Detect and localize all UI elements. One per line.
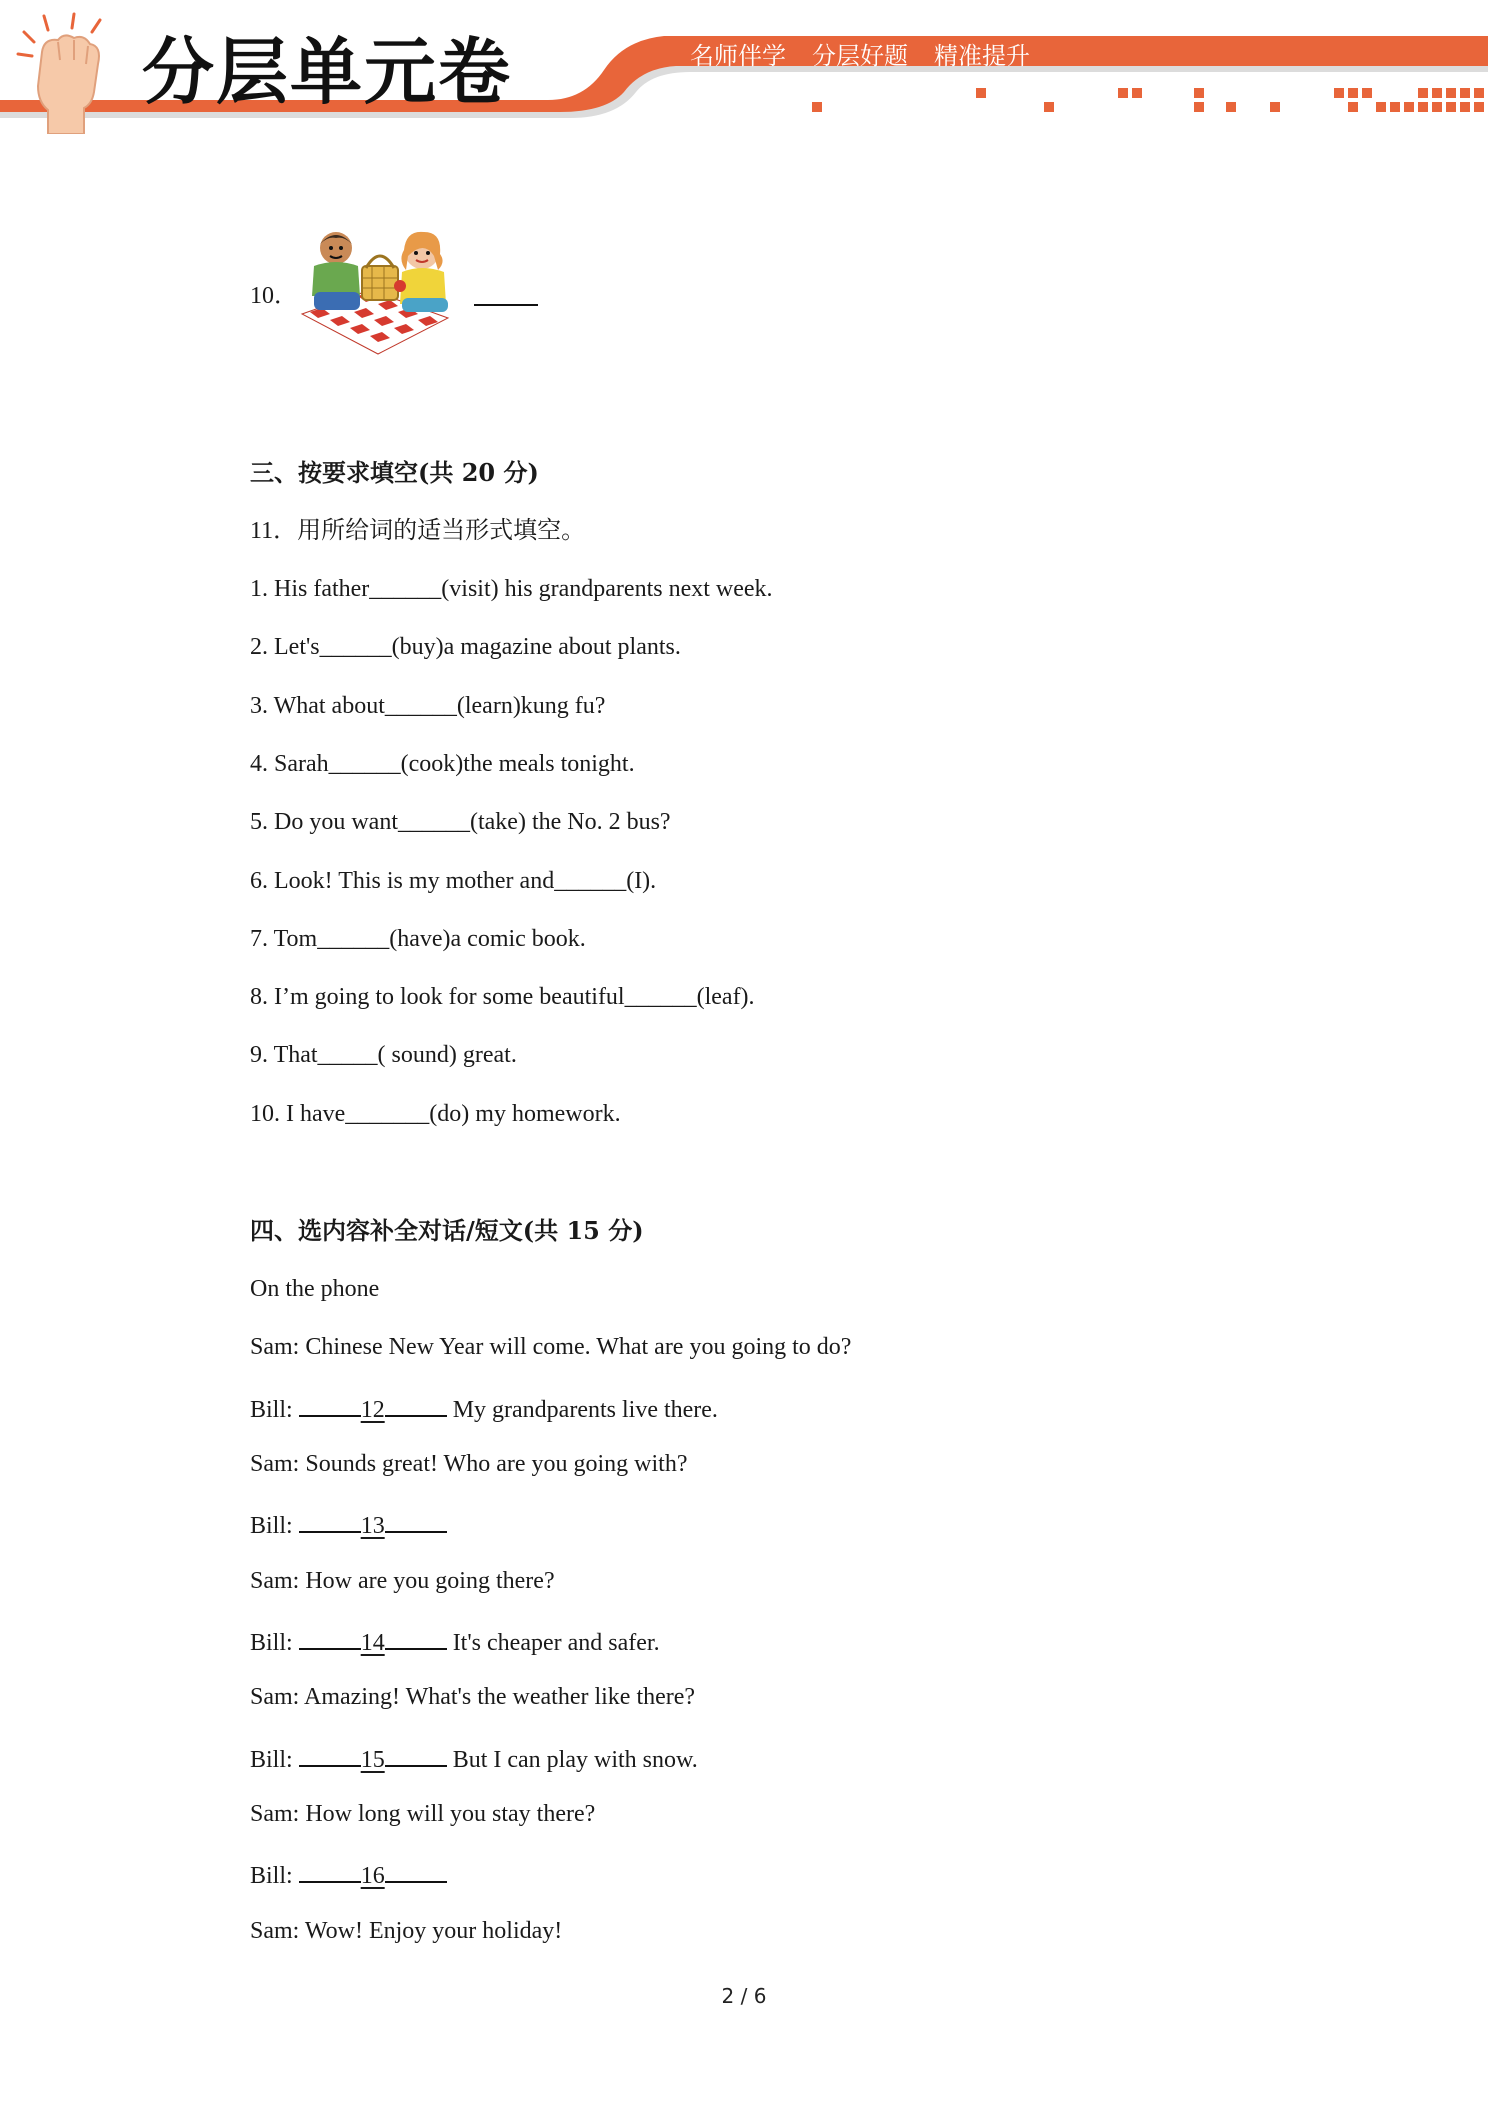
dialogue-line [250,1741,698,1775]
dialogue-subtitle: On the phone [250,1276,380,1302]
header-slogan [690,36,1030,70]
fill-blank-item: 6. Look! This is my mother and______(I). [250,868,657,894]
fill-blank-item: 5. Do you want______(take) the No. 2 bus? [250,809,671,835]
answer-blank[interactable] [385,1741,447,1767]
fill-blank-item: 9. That_____( sound) great. [250,1042,517,1068]
dialogue-text: Chinese New Year will come. What are you going to do? [305,1334,852,1360]
answer-blank[interactable] [299,1624,361,1650]
fill-blank-item: 8. I’m going to look for some beautiful______(leaf). [250,984,755,1010]
speaker: Sam: [250,1684,300,1710]
blank-number: 14 [360,1630,385,1656]
dialogue-line [250,1682,695,1712]
speaker: Bill: [250,1630,293,1656]
speaker: Sam: [250,1568,300,1594]
fill-blank-item: 3. What about______(learn)kung fu? [250,693,606,719]
dialogue-line [250,1857,447,1891]
dialogue-line [250,1449,688,1479]
dialogue-text: My grandparents live there. [452,1397,718,1423]
blank-number: 16 [360,1863,385,1889]
answer-blank[interactable] [385,1507,447,1533]
speaker: Bill: [250,1747,293,1773]
blank-number: 15 [360,1747,385,1773]
fill-blank-item: 7. Tom______(have)a comic book. [250,926,586,952]
fill-blank-item: 10. I have_______(do) my homework. [250,1101,621,1127]
dialogue-text: But I can play with snow. [452,1747,698,1773]
answer-blank[interactable] [385,1857,447,1883]
dialogue-text: Amazing! What's the weather like there? [304,1684,696,1710]
dialogue-line [250,1624,660,1658]
dialogue-line [250,1799,595,1829]
speaker: Bill: [250,1863,293,1889]
slogan-item: 名师伴学 [690,42,786,70]
speaker: Bill: [250,1397,293,1423]
fill-blank-item: 2. Let's______(buy)a magazine about plants. [250,634,681,660]
page-number: 2 / 6 [721,1984,767,2008]
page-header [0,0,1488,140]
answer-blank[interactable] [299,1391,361,1417]
answer-blank[interactable] [385,1624,447,1650]
speaker: Sam: [250,1918,300,1944]
dialogue-text: Wow! Enjoy your holiday! [304,1918,563,1944]
speaker: Bill: [250,1513,293,1539]
section-4-title: 四、选内容补全对话/短文(共 15 分) [250,1216,644,1245]
dialogue-line [250,1566,555,1596]
raised-fist-icon [14,12,124,134]
answer-blank[interactable] [385,1391,447,1417]
blank-number: 12 [360,1397,385,1423]
dialogue-text: Sounds great! Who are you going with? [305,1451,688,1477]
dialogue-line [250,1916,562,1946]
speaker: Sam: [250,1451,300,1477]
question-10-label: 10． [250,283,298,309]
decorative-squares [812,88,1484,112]
answer-blank[interactable] [299,1507,361,1533]
dialogue-line [250,1507,447,1541]
dialogue-text: It's cheaper and safer. [452,1630,660,1656]
section-3-instruction: 11．用所给词的适当形式填空。 [250,518,586,544]
brand-title: 分层单元卷 [142,30,513,114]
picnic-children-icon [300,226,458,356]
dialogue-line [250,1391,718,1425]
answer-blank-10[interactable] [474,280,538,306]
section-3-title: 三、按要求填空(共 20 分) [250,458,539,487]
fill-blank-item: 1. His father______(visit) his grandparents next week. [250,576,773,602]
slogan-item: 分层好题 [812,42,908,70]
dialogue-text: How are you going there? [305,1568,555,1594]
fill-blank-item: 4. Sarah______(cook)the meals tonight. [250,751,635,777]
speaker: Sam: [250,1801,300,1827]
blank-number: 13 [360,1513,385,1539]
dialogue-line [250,1332,851,1362]
dialogue-text: How long will you stay there? [305,1801,596,1827]
answer-blank[interactable] [299,1857,361,1883]
speaker: Sam: [250,1334,300,1360]
slogan-item: 精准提升 [934,42,1030,70]
answer-blank[interactable] [299,1741,361,1767]
